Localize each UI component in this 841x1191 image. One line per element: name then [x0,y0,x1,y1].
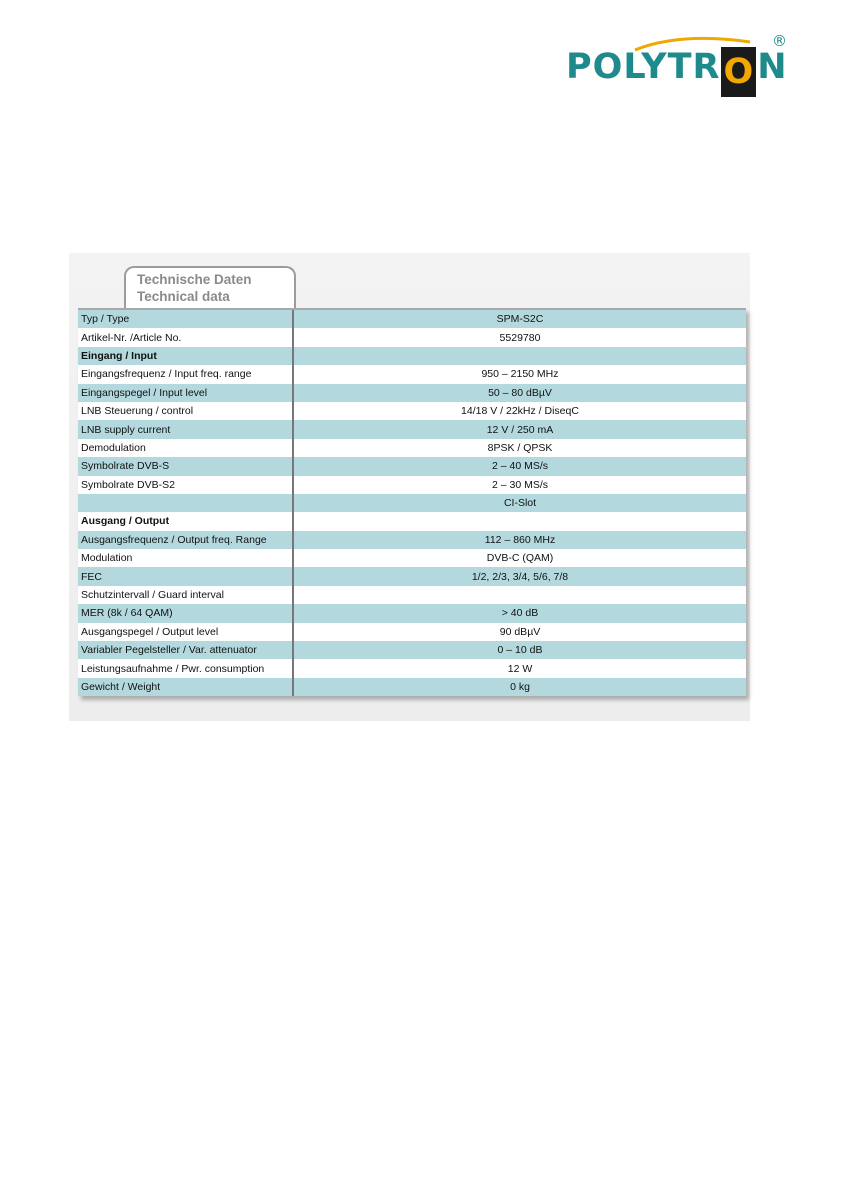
spec-value: 50 – 80 dBµV [293,384,746,402]
spec-value: CI-Slot [293,494,746,512]
spec-value: 12 W [293,659,746,677]
spec-table-wrapper [78,308,746,696]
spec-label: Symbolrate DVB-S [78,457,293,475]
spec-row [78,420,746,438]
spec-value: 0 kg [293,678,746,696]
polytron-logo [560,28,800,100]
spec-value [293,586,746,604]
spec-row [78,678,746,696]
spec-row [78,549,746,567]
spec-value: 0 – 10 dB [293,641,746,659]
spec-value: 2 – 30 MS/s [293,476,746,494]
spec-value [293,512,746,530]
spec-value: 2 – 40 MS/s [293,457,746,475]
spec-label: Schutzintervall / Guard interval [78,586,293,604]
spec-label: Artikel-Nr. /Article No. [78,328,293,346]
spec-label: Ausgangsfrequenz / Output freq. Range [78,531,293,549]
spec-value: SPM-S2C [293,310,746,328]
spec-label: Demodulation [78,439,293,457]
logo-text-end: N [757,47,788,87]
spec-value: DVB-C (QAM) [293,549,746,567]
spec-label [78,494,293,512]
spec-value [293,347,746,365]
spec-table [78,310,746,696]
spec-label: LNB Steuerung / control [78,402,293,420]
logo-wordmark [566,46,788,97]
spec-label: Typ / Type [78,310,293,328]
technical-data-panel [69,253,750,721]
spec-row [78,567,746,585]
spec-row [78,586,746,604]
spec-label: LNB supply current [78,420,293,438]
spec-row [78,402,746,420]
spec-label: Ausgang / Output [78,512,293,530]
spec-value: 950 – 2150 MHz [293,365,746,383]
spec-row [78,604,746,622]
section-header-row [78,512,746,530]
spec-row [78,531,746,549]
spec-label: Modulation [78,549,293,567]
spec-label: Variabler Pegelsteller / Var. attenuator [78,641,293,659]
registered-mark: ® [772,32,787,50]
spec-row [78,623,746,641]
spec-row [78,439,746,457]
spec-value: 14/18 V / 22kHz / DiseqC [293,402,746,420]
spec-label: MER (8k / 64 QAM) [78,604,293,622]
spec-value: 1/2, 2/3, 3/4, 5/6, 7/8 [293,567,746,585]
spec-row [78,365,746,383]
spec-value: 5529780 [293,328,746,346]
spec-row [78,384,746,402]
section-header-row [78,347,746,365]
spec-value: 8PSK / QPSK [293,439,746,457]
spec-label: Leistungsaufnahme / Pwr. consumption [78,659,293,677]
spec-label: Eingangsfrequenz / Input freq. range [78,365,293,383]
logo-text-start: POLYTR [566,47,721,87]
spec-label: Symbolrate DVB-S2 [78,476,293,494]
spec-table-body [78,310,746,696]
spec-row [78,328,746,346]
heading-english: Technical data [137,289,230,304]
spec-value: 90 dBµV [293,623,746,641]
spec-value: > 40 dB [293,604,746,622]
spec-row [78,659,746,677]
heading-german: Technische Daten [137,272,252,287]
spec-label: Gewicht / Weight [78,678,293,696]
logo-text-o: O [721,47,756,97]
spec-row [78,494,746,512]
spec-label: Ausgangspegel / Output level [78,623,293,641]
spec-row [78,476,746,494]
spec-value: 112 – 860 MHz [293,531,746,549]
spec-row [78,457,746,475]
spec-value: 12 V / 250 mA [293,420,746,438]
spec-row [78,310,746,328]
spec-row [78,641,746,659]
spec-label: Eingangspegel / Input level [78,384,293,402]
spec-label: FEC [78,567,293,585]
spec-label: Eingang / Input [78,347,293,365]
